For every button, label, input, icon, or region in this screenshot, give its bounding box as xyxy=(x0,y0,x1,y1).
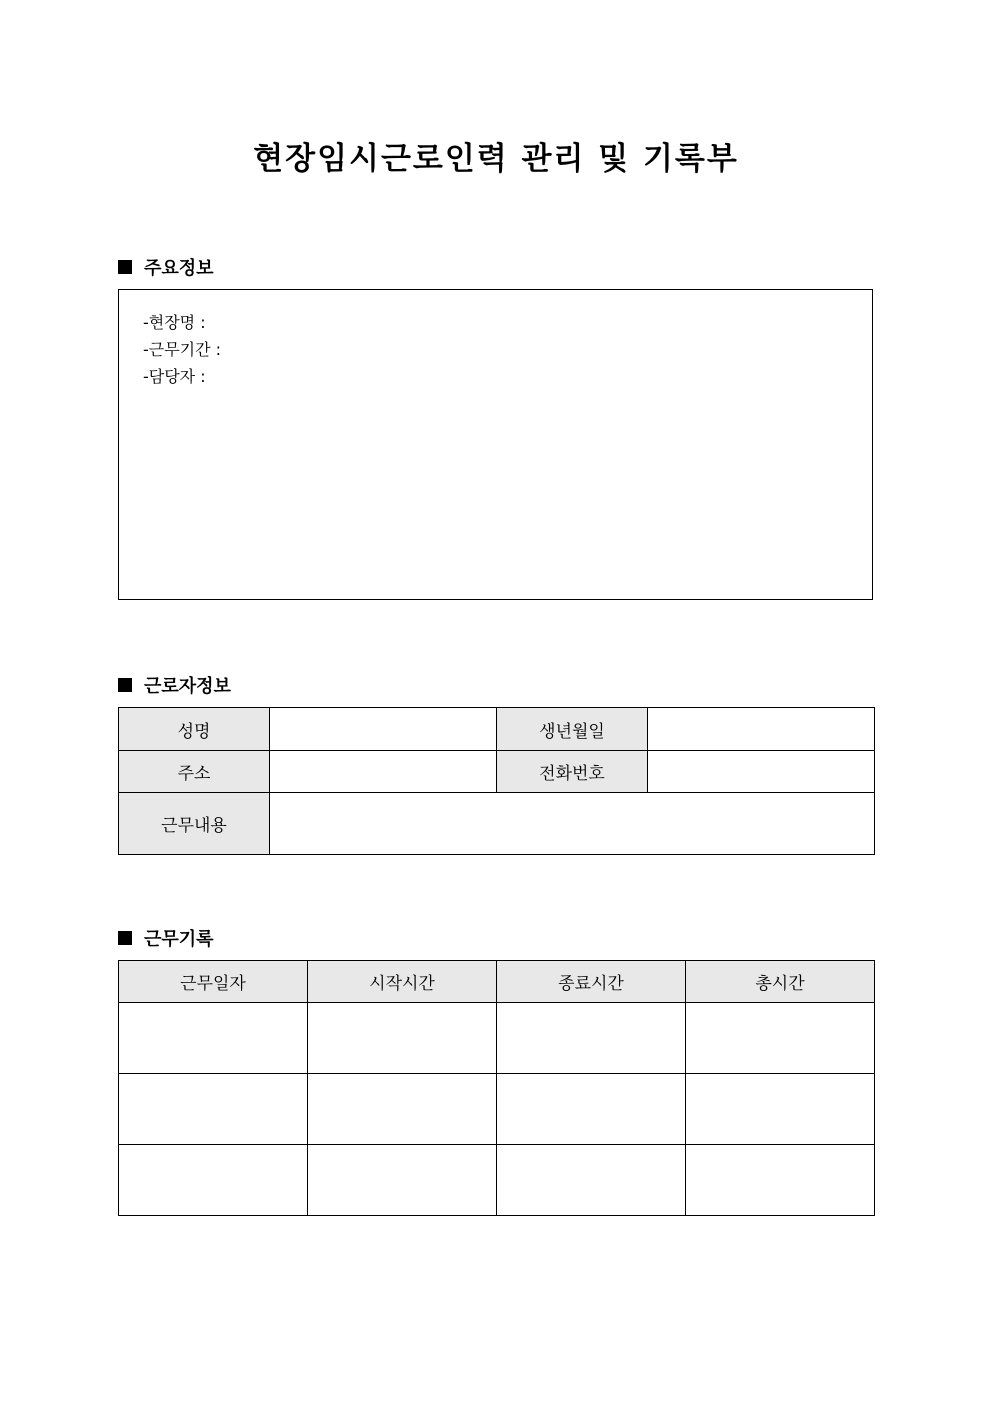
work-period-line: -근무기간 : xyxy=(143,340,222,359)
work-date-cell[interactable] xyxy=(119,1074,308,1145)
work-record-heading xyxy=(118,925,214,951)
address-field[interactable] xyxy=(270,751,497,793)
work-record-table xyxy=(118,960,875,1216)
manager-line: -담당자 : xyxy=(143,367,206,386)
work-content-field[interactable] xyxy=(270,793,875,855)
table-row xyxy=(119,1003,875,1074)
address-label: 주소 xyxy=(119,751,270,793)
main-info-heading-label: 주요정보 xyxy=(144,258,214,279)
worker-info-heading xyxy=(118,672,231,698)
phone-field[interactable] xyxy=(648,751,875,793)
square-bullet-icon xyxy=(118,260,132,274)
main-info-box[interactable] xyxy=(118,289,873,600)
total-time-cell[interactable] xyxy=(686,1003,875,1074)
column-header-start-time: 시작시간 xyxy=(308,961,497,1003)
column-header-end-time: 종료시간 xyxy=(497,961,686,1003)
table-row xyxy=(119,708,875,751)
worker-info-table xyxy=(118,707,875,855)
document-title: 현장임시근로인력 관리 및 기록부 xyxy=(253,141,739,177)
column-header-total-time: 총시간 xyxy=(686,961,875,1003)
table-row xyxy=(119,751,875,793)
work-date-cell[interactable] xyxy=(119,1145,308,1216)
table-row xyxy=(119,793,875,855)
table-row xyxy=(119,1074,875,1145)
end-time-cell[interactable] xyxy=(497,1074,686,1145)
total-time-cell[interactable] xyxy=(686,1145,875,1216)
work-date-cell[interactable] xyxy=(119,1003,308,1074)
square-bullet-icon xyxy=(118,678,132,692)
site-name-line: -현장명 : xyxy=(143,313,206,332)
column-header-work-date: 근무일자 xyxy=(119,961,308,1003)
birthdate-label: 생년월일 xyxy=(497,708,648,751)
start-time-cell[interactable] xyxy=(308,1003,497,1074)
worker-info-heading-label: 근로자정보 xyxy=(144,676,231,697)
start-time-cell[interactable] xyxy=(308,1074,497,1145)
main-info-heading xyxy=(118,254,214,280)
phone-label: 전화번호 xyxy=(497,751,648,793)
work-content-label: 근무내용 xyxy=(119,793,270,855)
birthdate-field[interactable] xyxy=(648,708,875,751)
square-bullet-icon xyxy=(118,931,132,945)
work-record-heading-label: 근무기록 xyxy=(144,929,214,950)
end-time-cell[interactable] xyxy=(497,1003,686,1074)
end-time-cell[interactable] xyxy=(497,1145,686,1216)
table-row xyxy=(119,1145,875,1216)
name-field[interactable] xyxy=(270,708,497,751)
total-time-cell[interactable] xyxy=(686,1074,875,1145)
table-header-row xyxy=(119,961,875,1003)
name-label: 성명 xyxy=(119,708,270,751)
start-time-cell[interactable] xyxy=(308,1145,497,1216)
